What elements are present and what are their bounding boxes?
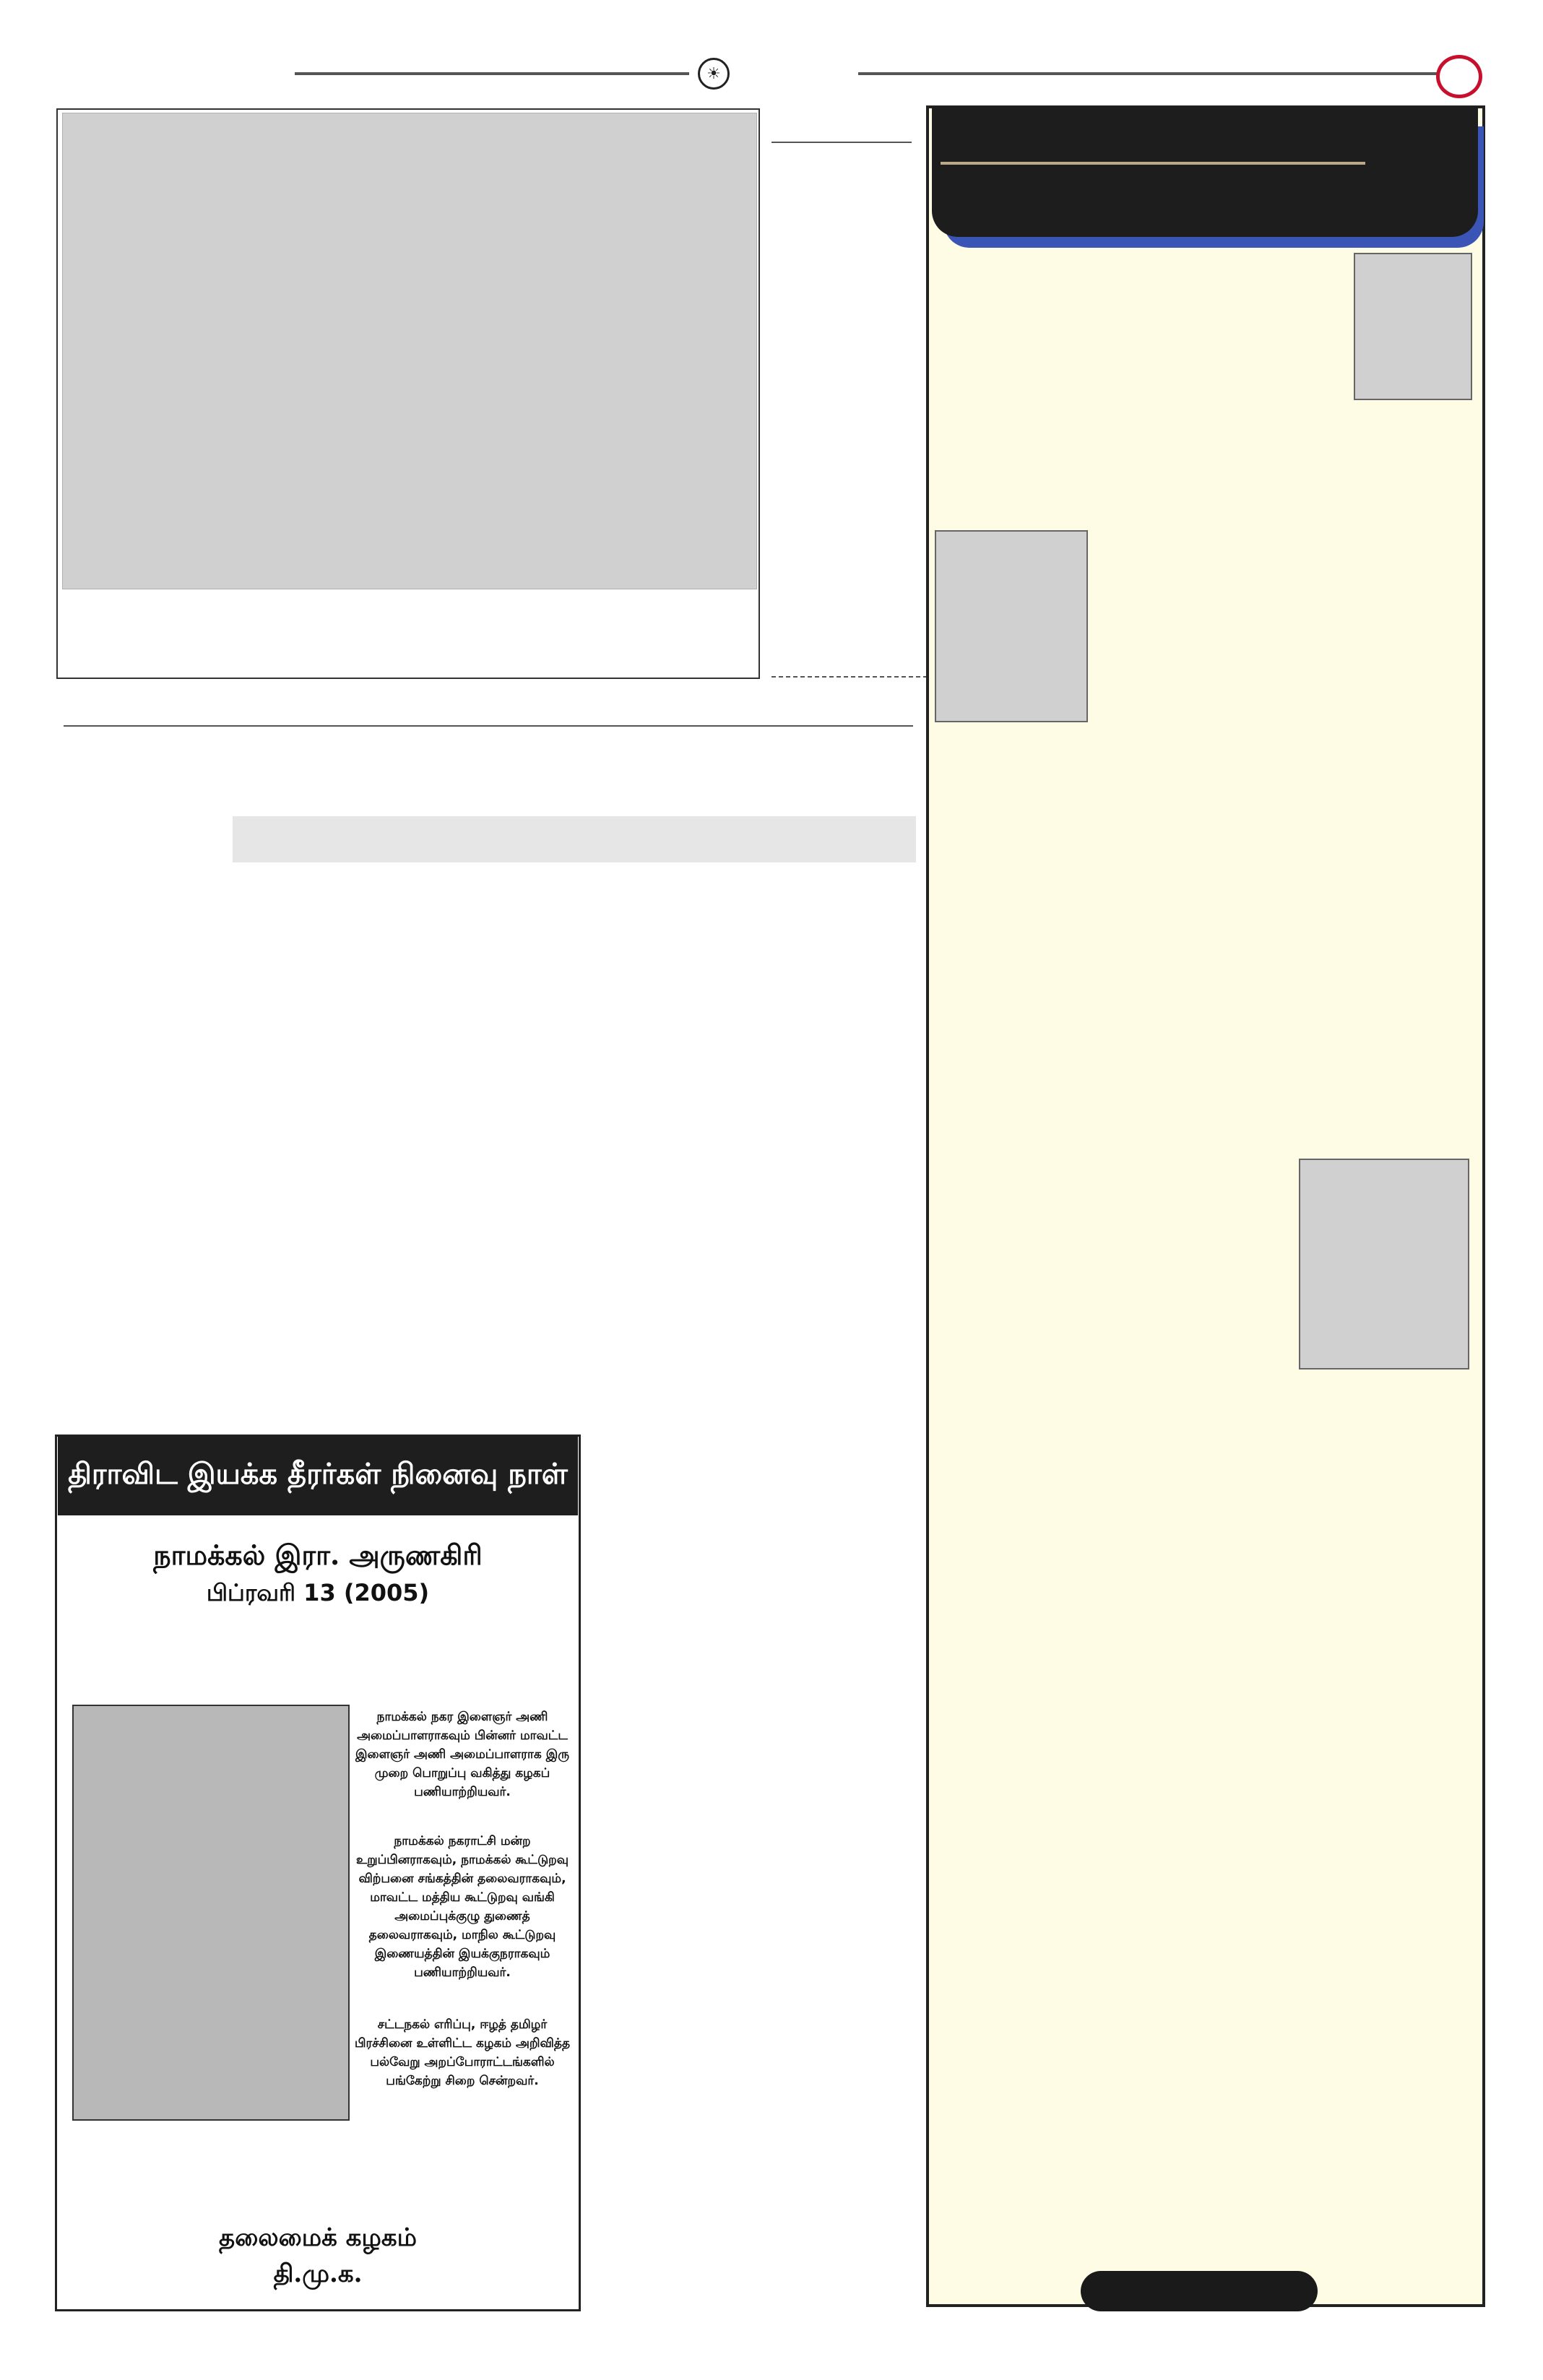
memorial-paragraph-2: நாமக்கல் நகராட்சி மன்ற உறுப்பினராகவும், நாமக்கல் கூட்டுறவு விற்பனை சங்கத்தின் தலைவராகவும், மாவட்ட மத்திய கூட்டுறவு வங்கி அமைப்புக்குழு துணைத் தலைவராகவும், மாநில கூட்டுறவு இணையத்தின் இயக்குநராகவும் பணியாற்றியவர். [356, 1834, 569, 1980]
memorial-footer-line-1: தலைமைக் கழகம் [219, 2223, 417, 2252]
header-rule-left [295, 72, 689, 75]
memorial-footer-line-2: தி.மு.க. [273, 2259, 363, 2288]
memorial-paragraph-3: சட்டநகல் எரிப்பு, ஈழத் தமிழர் பிரச்சினை உள்ளிட்ட கழகம் அறிவித்த பல்வேறு அறப்போராட்டங்களில் பங்கேற்று சிறை சென்றவர். [354, 2017, 571, 2088]
header-rule-right [858, 72, 1438, 75]
rising-sun-emblem-icon: ☀ [698, 58, 730, 90]
section-divider [64, 725, 913, 727]
dashed-connector [772, 676, 928, 678]
portrait-stalin [1299, 1159, 1469, 1369]
memorial-heading: திராவிட இயக்க தீரர்கள் நினைவு நாள் [58, 1436, 578, 1515]
memorial-portrait [72, 1705, 350, 2121]
sidebar-footer-pill [1081, 2271, 1318, 2311]
event-photo [62, 113, 757, 589]
gray-band [233, 816, 916, 862]
memorial-paragraph-1: நாமக்கல் நகர இளைஞர் அணி அமைப்பாளராகவும் பின்னர் மாவட்ட இளைஞர் அணி அமைப்பாளராக இரு முறை பொறுப்பு வகித்து கழகப் பணியாற்றியவர். [355, 1710, 570, 1799]
portrait-kamaraj [1354, 253, 1472, 400]
portrait-karunanidhi [935, 530, 1088, 722]
sidebar-header [932, 107, 1478, 237]
top-right-rule [772, 142, 912, 143]
memorial-date: பிப்ரவரி 13 (2005) [206, 1579, 430, 1606]
sidebar-header-rule [941, 162, 1365, 165]
page-number-badge [1436, 55, 1482, 98]
memorial-name: நாமக்கல் இரா. அருணகிரி [153, 1539, 483, 1571]
